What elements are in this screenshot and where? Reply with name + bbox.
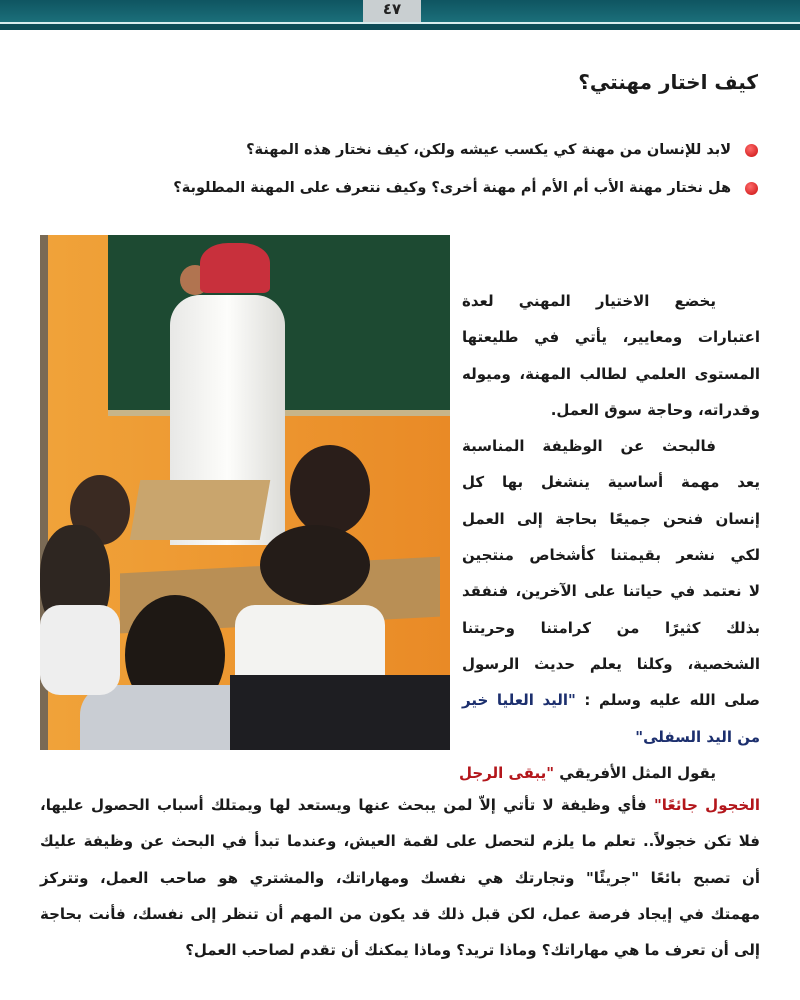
text-line <box>40 860 760 896</box>
text-segment: المستوى العلمي لطالب المهنة، وميوله <box>462 364 760 383</box>
header-rule <box>0 24 800 30</box>
page-number: ٤٧ <box>363 0 421 22</box>
bullet-text: لابد للإنسان من مهنة كي يكسب عيشه ولكن، كيف نختار هذه المهنة؟ <box>246 142 731 158</box>
text-segment: وقدراته، وحاجة سوق العمل. <box>550 400 760 419</box>
text-line <box>462 682 760 718</box>
text-segment: إنسان فنحن جميعًا بحاجة إلى العمل <box>462 509 760 528</box>
highlighted-quote: الخجول جائعًا" <box>653 796 760 814</box>
text-line <box>40 932 760 968</box>
section-title: كيف اختار مهنتي؟ <box>578 70 758 94</box>
highlighted-quote: "اليد العليا خير <box>462 691 576 710</box>
text-segment: فأي وظيفة لا تأتي إلاّ لمن يبحث عنها ويستعد لها ويمتلك أسباب الحصول عليها، <box>40 796 654 814</box>
text-line <box>462 356 760 392</box>
text-segment: لا نعتمد في حياتنا على الآخرين، فنفقد <box>462 582 760 601</box>
bottom-paragraph <box>40 787 760 968</box>
text-line <box>462 537 760 573</box>
text-segment: بذلك كثيرًا من كرامتنا وحريتنا <box>462 618 760 637</box>
bullet-item <box>173 180 758 196</box>
bullet-item <box>246 142 758 158</box>
text-segment: يخضع الاختيار المهني لعدة <box>462 292 716 310</box>
text-line <box>462 392 760 428</box>
text-segment: يعد مهمة أساسية ينشغل بها كل <box>462 473 760 492</box>
text-line <box>462 646 760 682</box>
text-segment: صلى الله عليه وسلم : <box>575 691 760 710</box>
text-line <box>40 896 760 932</box>
highlighted-quote: من اليد السفلى" <box>635 727 760 746</box>
text-segment: يقول المثل الأفريقي <box>554 763 716 782</box>
bullet-text: هل نختار مهنة الأب أم الأم أم مهنة أخرى؟ وكيف نتعرف على المهنة المطلوبة؟ <box>173 180 731 196</box>
text-segment: أن تصبح بائعًا "جريئًا" وتجارتك هي نفسك ومهاراتك، والمشتري هو صاحب العمل، وتتركز <box>40 868 760 887</box>
text-segment: الشخصية، وكلنا يعلم حديث الرسول <box>462 654 760 673</box>
text-line <box>458 755 760 791</box>
text-line <box>462 610 760 646</box>
side-paragraph <box>458 283 760 791</box>
text-segment: فلا تكن خجولاً.. تعلم ما يلزم لتحصل على لقمة العيش، وعندما تبدأ في البحث عن وظيفة عليك <box>40 832 760 851</box>
text-segment: إلى أن تعرف ما هي مهاراتك؟ وماذا تريد؟ وماذا يمكنك أن تقدم لصاحب العمل؟ <box>185 941 760 960</box>
text-line <box>40 787 760 823</box>
text-line <box>462 501 760 537</box>
text-line <box>462 428 760 464</box>
text-segment: فالبحث عن الوظيفة المناسبة <box>462 437 716 456</box>
text-segment: لكي نشعر بقيمتنا كأشخاص منتجين <box>462 546 760 565</box>
text-line <box>462 319 760 355</box>
classroom-photo <box>40 235 450 750</box>
bullet-dot-icon <box>745 182 758 195</box>
text-line <box>462 719 760 755</box>
text-segment: مهمتك في إيجاد فرصة عمل، لكن قبل ذلك قد يكون من المهم أن تنظر إلى نفسك، فأنت بحاجة <box>40 904 760 923</box>
bullet-dot-icon <box>745 144 758 157</box>
highlighted-quote: "يبقى الرجل <box>458 763 555 782</box>
text-line <box>462 573 760 609</box>
text-segment: اعتبارات ومعايير، يأتي في طليعتها <box>462 328 760 347</box>
text-line <box>462 464 760 500</box>
text-line <box>40 823 760 859</box>
text-line <box>462 283 760 319</box>
